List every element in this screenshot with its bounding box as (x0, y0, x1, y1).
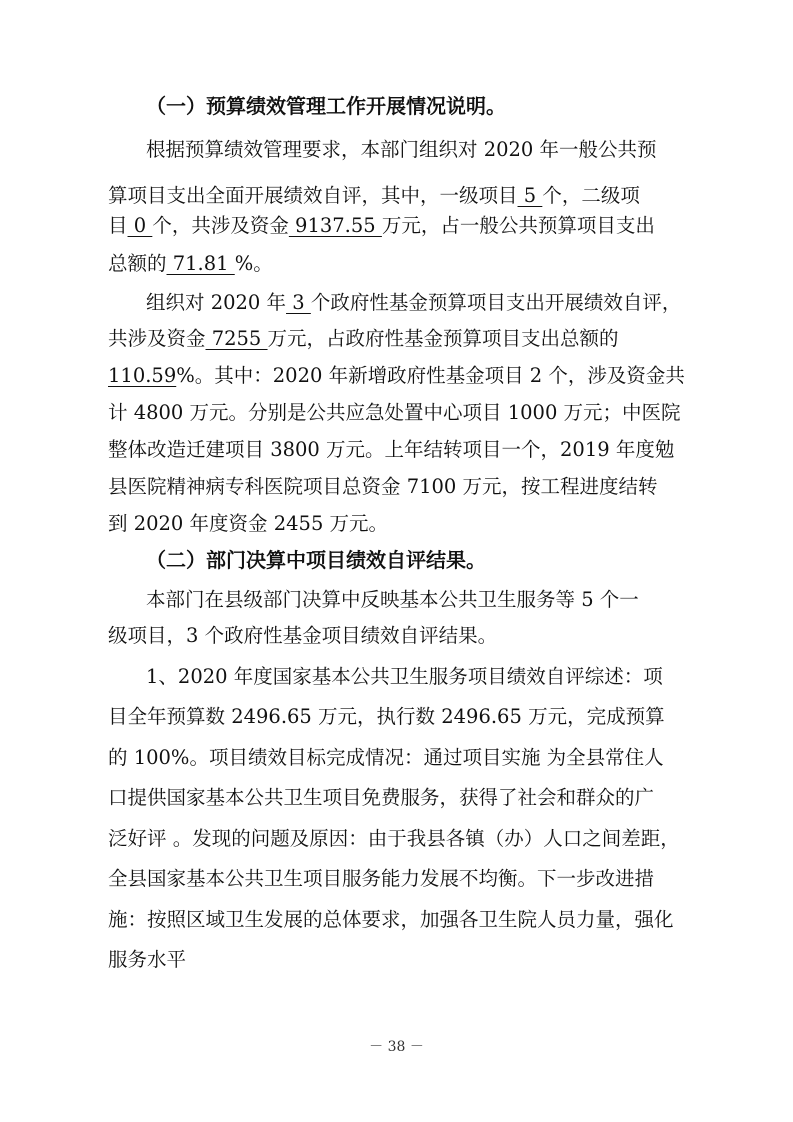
text-run: 个，二级项 (542, 184, 640, 207)
paragraph-line: 计 4800 万元。分别是公共应急处置中心项目 1000 万元；中医院 (108, 401, 681, 424)
paragraph-line (108, 361, 685, 391)
paragraph-line (108, 324, 619, 354)
expenditure-ratio: 71.81 (166, 252, 235, 275)
text-run: 目 (108, 214, 128, 237)
paragraph-line (146, 288, 681, 318)
section-heading-1: （一）预算绩效管理工作开展情况说明。 (146, 94, 506, 118)
level1-project-count: 5 (517, 184, 543, 207)
text-run: 个，共涉及资金 (152, 214, 289, 237)
paragraph-line (108, 249, 273, 279)
level2-project-count: 0 (127, 214, 153, 237)
paragraph-line: 1、2020 年度国家基本公共卫生服务项目绩效自评综述：项 (146, 665, 663, 688)
text-run: 组织对 2020 年 (146, 291, 287, 314)
paragraph-line: 全县国家基本公共卫生项目服务能力发展不均衡。下一步改进措 (108, 867, 655, 890)
text-run: 总额的 (108, 252, 167, 275)
paragraph-line: 到 2020 年度资金 2455 万元。 (108, 512, 389, 535)
text-run: 万元，占政府性基金预算项目支出总额的 (267, 327, 619, 350)
paragraph-line: 级项目，3 个政府性基金项目绩效自评结果。 (108, 624, 498, 647)
paragraph-line: 目全年预算数 2496.65 万元，执行数 2496.65 万元，完成预算 (108, 705, 665, 728)
text-run: 算项目支出全面开展绩效自评，其中，一级项目 (108, 184, 518, 207)
fund-amount: 7255 (205, 327, 268, 350)
text-run: 个政府性基金预算项目支出开展绩效自评， (310, 291, 682, 314)
text-run: 共涉及资金 (108, 327, 206, 350)
paragraph-line: 县医院精神病专科医院项目总资金 7100 万元，按工程进度结转 (108, 475, 658, 498)
text-run: 万元，占一般公共预算项目支出 (381, 214, 655, 237)
fund-ratio: 110.59 (108, 364, 177, 387)
paragraph-line: 施：按照区域卫生发展的总体要求，加强各卫生院人员力量，强化 (108, 908, 674, 931)
page-number: － 38 － (369, 1039, 424, 1055)
paragraph-line: 泛好评 。发现的问题及原因：由于我县各镇（办）人口之间差距， (108, 827, 680, 850)
fund-project-count: 3 (286, 291, 311, 314)
text-run: %。 (234, 252, 273, 275)
paragraph-line: 的 100%。项目绩效目标完成情况：通过项目实施 为全县常住人 (108, 746, 664, 769)
total-funds: 9137.55 (288, 214, 382, 237)
paragraph-line: 根据预算绩效管理要求，本部门组织对 2020 年一般公共预 (146, 138, 657, 161)
paragraph-line (108, 181, 640, 211)
paragraph-line: 服务水平 (108, 948, 187, 971)
paragraph-line: 整体改造迁建项目 3800 万元。上年结转项目一个，2019 年度勉 (108, 438, 675, 461)
paragraph-line: 口提供国家基本公共卫生项目免费服务，获得了社会和群众的广 (108, 786, 655, 809)
paragraph-line (108, 211, 655, 241)
section-heading-2: （二）部门决算中项目绩效自评结果。 (146, 548, 486, 572)
paragraph-line: 本部门在县级部门决算中反映基本公共卫生服务等 5 个一 (146, 588, 639, 611)
text-run: %。其中：2020 年新增政府性基金项目 2 个，涉及资金共 (176, 364, 685, 387)
